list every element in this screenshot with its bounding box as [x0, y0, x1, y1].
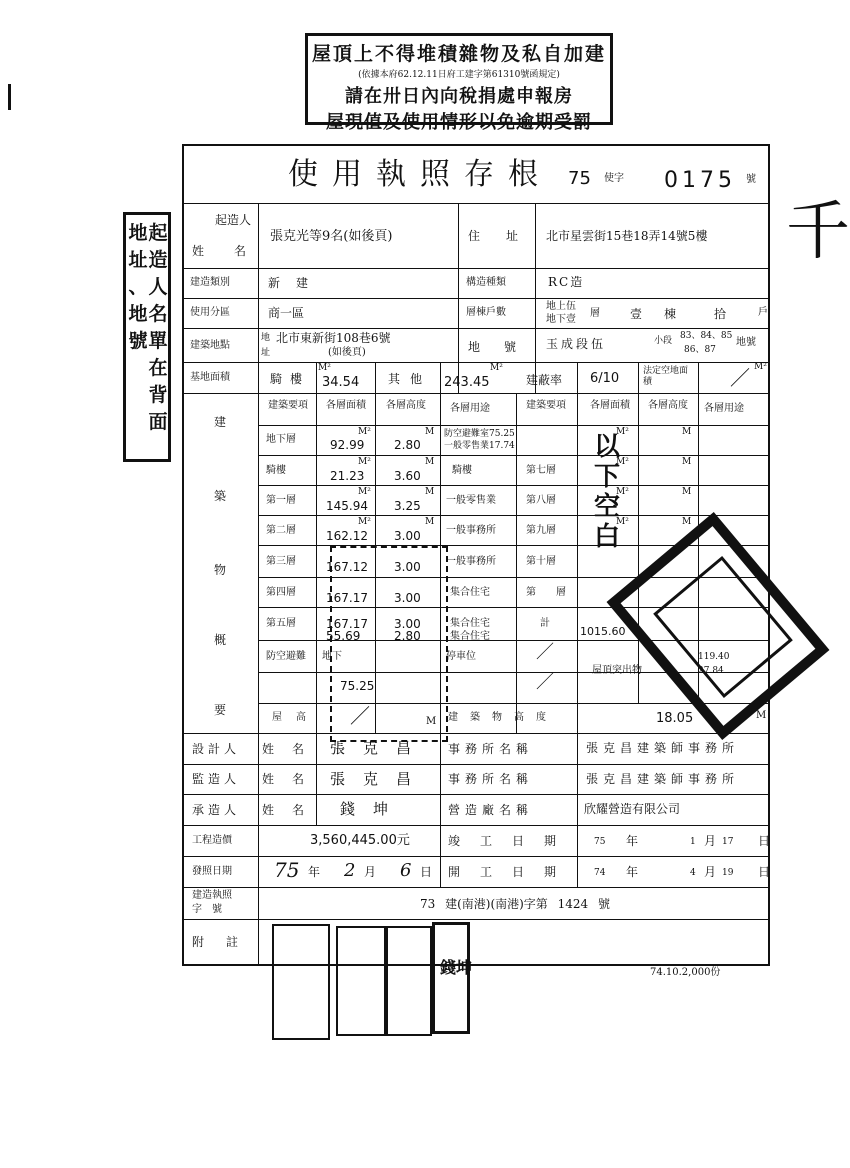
- lot-label: 地號: [468, 340, 541, 354]
- building-side-1: 建: [214, 415, 227, 429]
- supervisor-label: 監造人: [192, 772, 241, 786]
- unit-m2-2: M²: [358, 457, 371, 467]
- eaves-value: ／: [350, 704, 370, 728]
- row-1f-height: 3.25: [394, 499, 421, 513]
- other-label: 其他: [388, 372, 433, 386]
- issue-month-word: 月: [364, 865, 377, 879]
- owner-label-a: 起造人: [215, 213, 252, 227]
- designer-name-label: 姓名: [262, 742, 323, 756]
- site-address-note: (如後頁): [328, 347, 366, 358]
- basement-value: 75.25: [340, 679, 375, 693]
- row-1f-use: 一般零售業: [446, 495, 496, 506]
- eaves-label: 屋高: [272, 712, 320, 723]
- permit-ref-label-1: 建造執照: [192, 890, 232, 901]
- unit-m2-4: M²: [358, 517, 371, 527]
- header-use: 各層用途: [450, 403, 490, 414]
- row-basement-use: 防空避難室75.25 一般零售業17.74: [444, 429, 515, 451]
- issue-label: 發照日期: [192, 866, 232, 877]
- issue-year-word: 年: [308, 865, 321, 879]
- build-type-label: 建造類別: [190, 277, 230, 288]
- issue-year: 75: [274, 858, 300, 882]
- supervisor-office-label: 事務所名稱: [448, 772, 534, 786]
- row-5f-item: 第五層: [266, 618, 296, 629]
- start-year: 74: [594, 868, 606, 878]
- row-basement-item: 地下層: [266, 434, 296, 445]
- row-basement-area: 92.99: [330, 438, 365, 452]
- lot-small-section: 小段: [654, 336, 673, 346]
- structure-label: 構造種類: [466, 277, 506, 288]
- designer-name: 張克昌: [330, 739, 430, 757]
- supervisor-office: 張克昌建築師事務所: [586, 772, 740, 786]
- start-day: 19: [722, 868, 734, 878]
- floors-label: 層棟戶數: [466, 307, 506, 318]
- permit-number: 0175: [664, 168, 736, 193]
- unit-m-r4: M: [682, 517, 692, 527]
- row-arcade-item: 騎樓: [266, 465, 286, 476]
- row-2f-item: 第二層: [266, 525, 296, 536]
- shelter-label: 防空避難: [266, 651, 306, 662]
- row-arcade-use: 騎樓: [452, 465, 472, 476]
- permit-year: 75: [568, 168, 591, 189]
- header-height-2: 各層高度: [648, 400, 688, 411]
- issue-month: 2: [344, 860, 356, 881]
- arcade-value: 34.54: [322, 375, 360, 390]
- unit-m-r2: M: [682, 457, 692, 467]
- seal-stamp-3: [386, 926, 432, 1036]
- start-month-word: 月: [704, 865, 717, 879]
- row-total-value: 1015.60: [580, 625, 626, 638]
- notice-line-2: (依據本府62.12.11日府工建字第61310號函規定): [358, 70, 560, 80]
- completion-month: 1: [690, 837, 696, 847]
- contractor-office-label: 營造廠名稱: [448, 803, 534, 817]
- notes-label: 附註: [192, 935, 261, 949]
- overlay-stamp: [330, 546, 448, 742]
- owner-value: 張克光等9名(如後頁): [270, 229, 393, 244]
- open-space-value: ／: [730, 366, 750, 390]
- lot-value: 玉成段伍: [546, 337, 607, 351]
- notice-line-1: 屋頂上不得堆積雜物及私自加建: [311, 43, 606, 65]
- row-3f-use: 一般事務所: [446, 556, 496, 567]
- site-prefix-2: 址: [261, 348, 271, 358]
- cost-value: 3,560,445.00元: [310, 833, 410, 848]
- supervisor-name: 張克昌: [330, 770, 430, 788]
- zone-label: 使用分區: [190, 307, 230, 318]
- open-space-unit: M²: [754, 362, 767, 372]
- floors-above: 地上伍: [546, 301, 576, 312]
- lot-numbers-2: 86、87: [684, 345, 716, 355]
- start-month: 4: [690, 868, 696, 878]
- shelter-height: 2.80: [394, 629, 421, 643]
- shelter-value: 55.69: [326, 629, 361, 643]
- right-edge-glyph: 千: [786, 195, 850, 269]
- floor-unit: 層: [590, 308, 600, 319]
- permit-ref-label-2: 字號: [192, 904, 232, 915]
- site-area-label: 基地面積: [190, 372, 230, 383]
- row-basement-height: 2.80: [394, 438, 421, 452]
- row-1f-area: 145.94: [326, 499, 368, 513]
- lot-suffix: 地號: [736, 337, 756, 348]
- row-nth-item: 第層: [526, 587, 586, 598]
- cost-label: 工程造價: [192, 835, 232, 846]
- building-side-4: 概: [214, 633, 227, 647]
- parking-value-2: ／: [536, 672, 554, 693]
- header-item: 建築要項: [268, 400, 308, 411]
- build-type-value: 新建: [268, 276, 325, 290]
- unit-m2-1: M²: [358, 427, 371, 437]
- arcade-unit: M²: [318, 363, 331, 373]
- header-area: 各層面積: [326, 400, 366, 411]
- owner-label-b: 姓名: [192, 244, 277, 258]
- roof-values: 119.40 27.84: [698, 652, 730, 676]
- row-10th-item: 第十層: [526, 556, 556, 567]
- lot-numbers: 83、84、85: [680, 331, 733, 341]
- row-8th-item: 第八層: [526, 495, 556, 506]
- row-5f-use: 集合住宅: [450, 618, 490, 629]
- zone-value: 商一區: [268, 306, 305, 320]
- unit-m2-r4: M²: [616, 517, 629, 527]
- completion-year-word: 年: [626, 834, 639, 848]
- seal-stamp-1: [272, 924, 330, 1040]
- owner-address-label: 住址: [468, 229, 545, 243]
- header-height: 各層高度: [386, 400, 426, 411]
- permit-ref-value: 73 建(南港)(南港)字第 1424 號: [420, 897, 610, 911]
- row-total-item: 計: [540, 618, 550, 629]
- completion-label: 竣工日期: [448, 834, 577, 848]
- header-area-2: 各層面積: [590, 400, 630, 411]
- unit-m2-3: M²: [358, 487, 371, 497]
- side-note-col-2: 起 造 人 名 單 在 背 面: [148, 222, 168, 433]
- start-label: 開工日期: [448, 865, 577, 879]
- basement-label: 地下: [322, 651, 342, 662]
- row-7th-item: 第七層: [526, 465, 556, 476]
- parking-value: ／: [536, 642, 554, 663]
- permit-prefix: 使字: [604, 173, 624, 184]
- issue-day: 6: [400, 860, 412, 881]
- contractor-name: 錢坤: [340, 800, 407, 818]
- site-address: 北市東新街108巷6號: [276, 331, 391, 345]
- household-count: 拾: [714, 307, 727, 321]
- issue-day-word: 日: [420, 865, 433, 879]
- form-title: 使用執照存根: [288, 157, 552, 192]
- header-use-2: 各層用途: [704, 403, 744, 414]
- bldg-height-unit: M: [756, 710, 767, 721]
- start-year-word: 年: [626, 865, 639, 879]
- notice-stamp: [305, 33, 613, 133]
- row-2f-area: 162.12: [326, 529, 368, 543]
- row-3f-height: 3.00: [394, 560, 421, 574]
- unit-m-r1: M: [682, 427, 692, 437]
- owner-address-value: 北市星雲街15巷18弄14號5樓: [546, 229, 708, 243]
- unit-m-r3: M: [682, 487, 692, 497]
- eaves-unit: M: [426, 716, 437, 727]
- permit-suffix: 號: [746, 174, 756, 185]
- completion-day-word: 日: [758, 834, 771, 848]
- unit-m2-r3: M²: [616, 487, 629, 497]
- coverage-label: 建蔽率: [526, 373, 563, 387]
- supervisor-name-label: 姓名: [262, 772, 323, 786]
- handwritten-blank-note: 以下空白: [593, 432, 620, 552]
- unit-m2-r2: M²: [616, 457, 629, 467]
- designer-label: 設計人: [192, 742, 241, 756]
- arcade-label: 騎樓: [270, 372, 311, 386]
- address-note-stamp: [123, 212, 171, 462]
- contractor-office: 欣耀營造有限公司: [584, 802, 681, 816]
- header-item-2: 建築要項: [526, 400, 566, 411]
- row-arcade-area: 21.23: [330, 469, 365, 483]
- seal-stamp-2: [336, 926, 386, 1036]
- notice-line-4: 屋現值及使用情形以免逾期受罰: [326, 112, 592, 133]
- site-label: 建築地點: [190, 340, 230, 351]
- bldg-height-label: 建築物高度: [448, 712, 558, 723]
- building-unit: 棟: [664, 307, 677, 321]
- coverage-value: 6/10: [590, 371, 620, 386]
- structure-value: RC造: [548, 275, 585, 289]
- unit-m2-r1: M²: [616, 427, 629, 437]
- row-5f-height: 3.00: [394, 617, 421, 631]
- unit-m-2: M: [425, 457, 435, 467]
- row-2f-height: 3.00: [394, 529, 421, 543]
- row-arcade-height: 3.60: [394, 469, 421, 483]
- contractor-label: 承造人: [192, 803, 241, 817]
- shelter-use: 集合住宅: [450, 631, 490, 642]
- building-side-2: 築: [214, 489, 227, 503]
- notice-line-3: 請在卅日內向稅捐處申報房: [345, 86, 573, 107]
- row-1f-item: 第一層: [266, 495, 296, 506]
- other-unit: M²: [490, 363, 503, 373]
- designer-office: 張克昌建築師事務所: [586, 741, 740, 755]
- scan-mark: [8, 84, 11, 110]
- contractor-name-label: 姓名: [262, 803, 323, 817]
- unit-m-4: M: [425, 517, 435, 527]
- building-side-5: 要: [214, 703, 227, 717]
- completion-day: 17: [722, 837, 734, 847]
- building-count: 壹: [630, 307, 643, 321]
- contractor-seal-text: 錢坤: [440, 958, 473, 977]
- form-print-code: 74.10.2,000份: [650, 967, 721, 978]
- row-4f-item: 第四層: [266, 587, 296, 598]
- other-value: 243.45: [444, 375, 490, 390]
- row-5f-area: 167.17: [326, 617, 368, 631]
- row-3f-area: 167.12: [326, 560, 368, 574]
- row-4f-height: 3.00: [394, 591, 421, 605]
- side-note-col-1: 地 址 、 地 號: [128, 222, 148, 352]
- completion-month-word: 月: [704, 834, 717, 848]
- parking-label: 停車位: [446, 651, 476, 662]
- site-prefix-1: 地: [261, 333, 271, 343]
- row-9th-item: 第九層: [526, 525, 556, 536]
- row-4f-area: 167.17: [326, 591, 368, 605]
- floors-below: 地下壹: [546, 314, 576, 325]
- roof-label: 屋頂突出物: [592, 665, 642, 676]
- unit-m-1: M: [425, 427, 435, 437]
- household-unit: 戶: [758, 307, 768, 318]
- completion-year: 75: [594, 837, 606, 847]
- row-4f-use: 集合住宅: [450, 587, 490, 598]
- row-3f-item: 第三層: [266, 556, 296, 567]
- building-side-3: 物: [214, 563, 227, 577]
- contractor-seal: [432, 922, 473, 1034]
- open-space-label: 法定空地面積: [643, 366, 689, 387]
- designer-office-label: 事務所名稱: [448, 742, 534, 756]
- start-day-word: 日: [758, 865, 771, 879]
- bldg-height-value: 18.05: [656, 711, 694, 726]
- row-2f-use: 一般事務所: [446, 525, 496, 536]
- unit-m-3: M: [425, 487, 435, 497]
